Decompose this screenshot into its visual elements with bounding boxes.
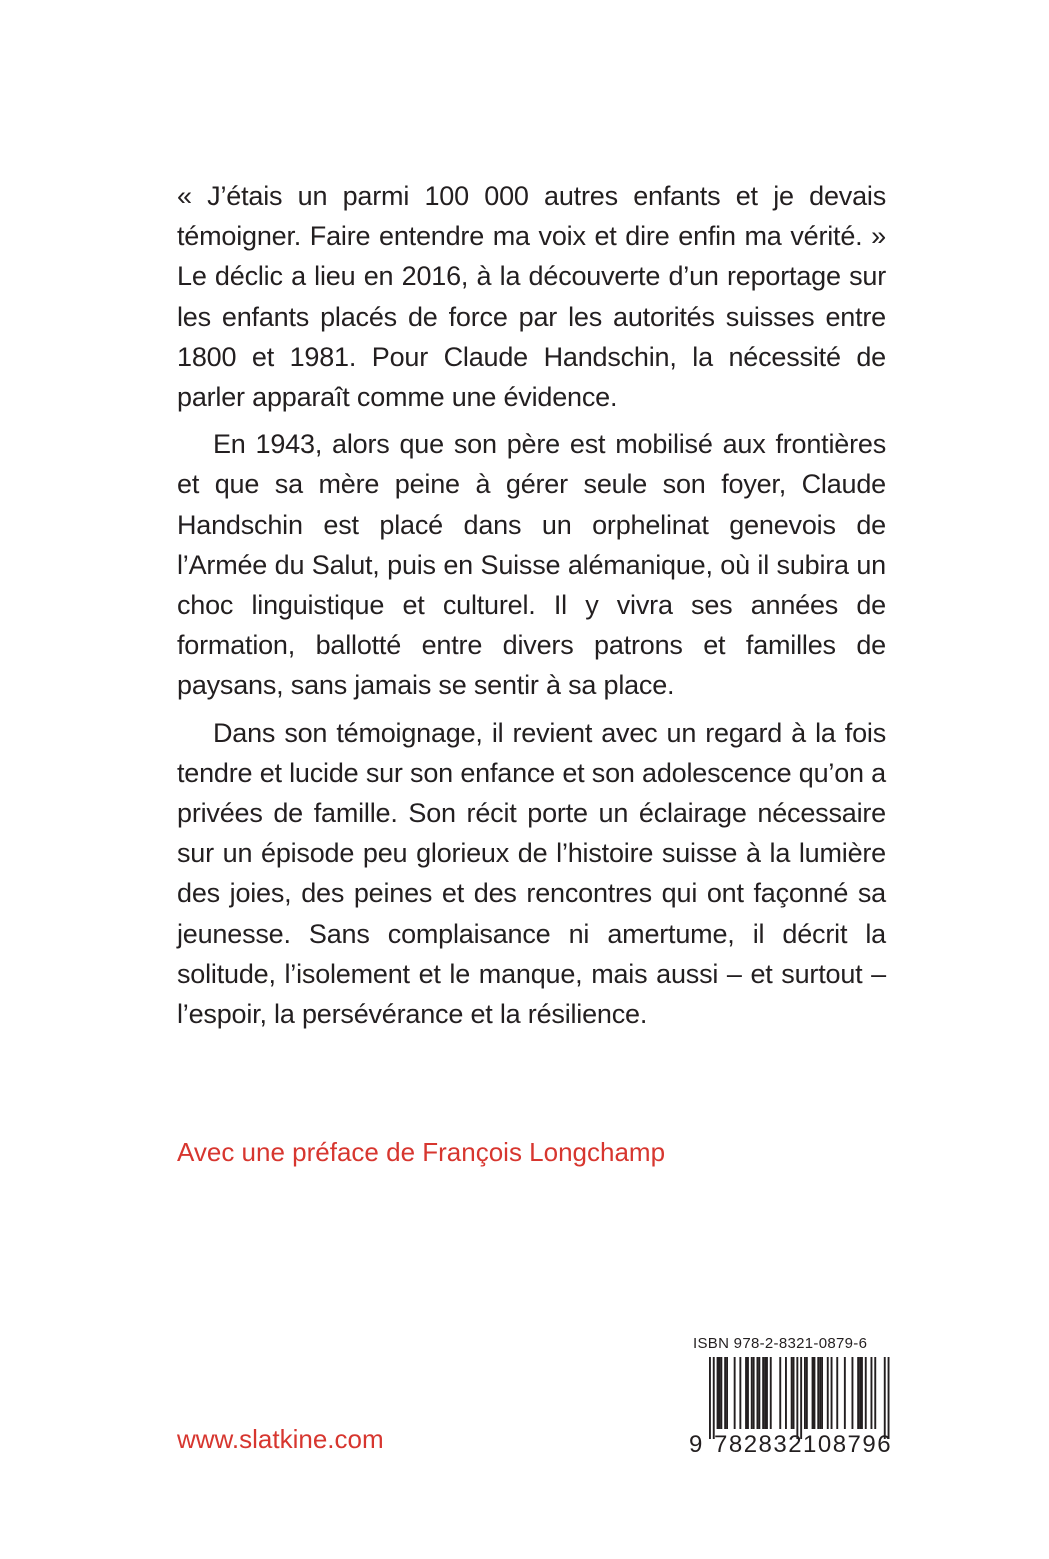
summary-paragraph-1: « J’étais un parmi 100 000 autres enfants et je devais témoigner. Faire entendre ma voix et dire enfin ma vérité. » Le déclic a lieu en 2016, à la découverte d’un reportage sur les enfants placés de force par les autorités suisses entre 1800 et 1981. Pour Claude Handschin, la nécessité de parler apparaît comme une évidence. [177, 181, 886, 413]
barcode-bar [827, 1357, 829, 1429]
preface-credit: Avec une préface de François Longchamp [177, 1137, 666, 1167]
barcode-bar [764, 1357, 766, 1429]
barcode-bar [884, 1357, 886, 1439]
summary-paragraph-3: Dans son témoignage, il revient avec un regard à la fois tendre et lucide sur son enfance et son adolescence qu’on a privées de famille. Son récit porte un éclairage nécessaire sur un épisode peu glorieux de l’histoire suisse à la lumière des joies, des peines et des rencontres qui ont façonné sa jeunesse. Sans complaisance ni amertume, il décrit la solitude, l’isolement et le manque, mais aussi – et surtout – l’espoir, la persévérance et la résilience. [177, 717, 886, 1030]
barcode-bar [844, 1357, 846, 1429]
barcode-bar [726, 1357, 728, 1429]
barcode-bar [888, 1357, 890, 1439]
barcode-bar [747, 1357, 749, 1429]
barcode-bar [758, 1357, 760, 1429]
barcode-bar [785, 1357, 787, 1429]
barcode-bar [857, 1357, 859, 1429]
back-cover-summary [177, 176, 886, 1041]
barcode-bar [739, 1357, 741, 1429]
barcode-bar [719, 1357, 721, 1429]
barcode-bars [689, 1357, 897, 1439]
barcode-bar [720, 1357, 722, 1429]
barcode-bar [751, 1357, 753, 1429]
isbn-barcode [689, 1335, 897, 1465]
barcode-bar [821, 1357, 823, 1429]
barcode-bar [762, 1357, 764, 1429]
barcode-bar [753, 1357, 755, 1429]
barcode-lead-digit: 9 [689, 1431, 703, 1458]
barcode-bar [717, 1357, 719, 1429]
barcode-bar [791, 1357, 793, 1429]
barcode-bar [734, 1357, 736, 1429]
barcode-bar [871, 1357, 873, 1429]
barcode-bar [800, 1357, 802, 1439]
barcode-left-digits: 782832 [714, 1431, 804, 1458]
barcode-bar [757, 1357, 759, 1429]
barcode-bar [874, 1357, 876, 1429]
barcode-bar [831, 1357, 833, 1429]
barcode-bar [819, 1357, 821, 1429]
barcode-bar [745, 1357, 747, 1429]
barcode-bar [861, 1357, 863, 1429]
barcode-bar [779, 1357, 781, 1429]
barcode-bar [770, 1357, 772, 1429]
publisher-website-link[interactable]: www.slatkine.com [177, 1424, 384, 1454]
barcode-bar [724, 1357, 726, 1429]
isbn-number: ISBN 978-2-8321-0879-6 [693, 1335, 868, 1352]
barcode-bar [859, 1357, 861, 1429]
barcode-bar [793, 1357, 795, 1429]
summary-paragraph-2: En 1943, alors que son père est mobilisé aux frontières et que sa mère peine à gérer seule son foyer, Claude Handschin est placé dans un orphelinat genevois de l’Armée du Salut, puis en Suisse alémanique, où il subira un choc linguistique et culturel. Il y vivra ses années de formation, ballotté entre divers patrons et familles de paysans, sans jamais se sentir à sa place. [177, 429, 886, 701]
barcode-bar [817, 1357, 819, 1429]
barcode-bar [806, 1357, 808, 1429]
barcode-bar [836, 1357, 838, 1429]
barcode-digits [689, 1431, 897, 1463]
barcode-bar [796, 1357, 798, 1439]
barcode-bar [852, 1357, 854, 1429]
barcode-right-digits: 108796 [803, 1431, 893, 1458]
barcode-bar [766, 1357, 768, 1429]
barcode-bar [804, 1357, 806, 1429]
barcode-bar [709, 1357, 711, 1439]
barcode-bar [812, 1357, 814, 1429]
barcode-bar [814, 1357, 816, 1429]
barcode-bar [865, 1357, 867, 1429]
barcode-bar [713, 1357, 715, 1439]
